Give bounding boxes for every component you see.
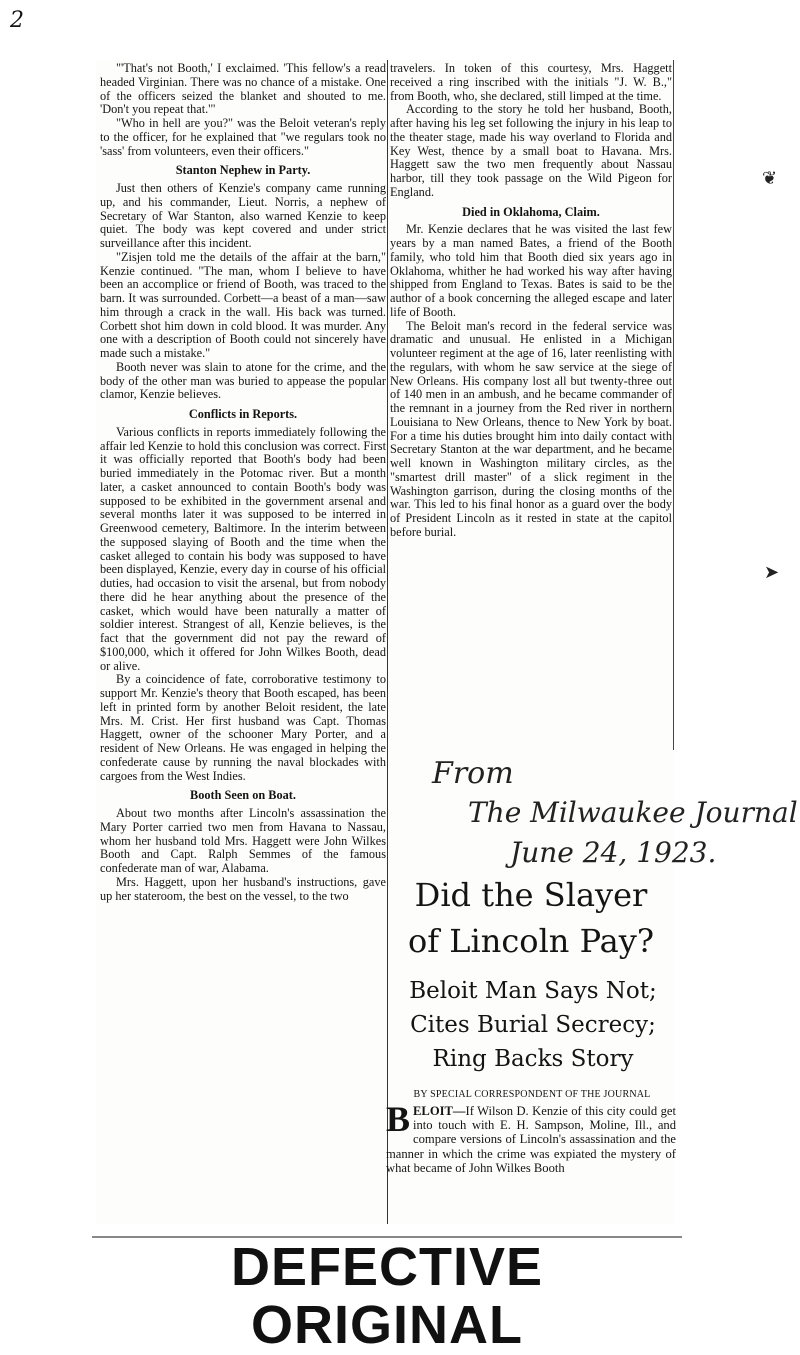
byline: BY SPECIAL CORRESPONDENT OF THE JOURNAL (413, 1089, 651, 1100)
handwritten-source-date: June 24, 1923. (510, 836, 717, 869)
paragraph: Mr. Kenzie declares that he was visited the last few years by a man named Bates, a friend of the Booth family, who told him that Booth died six years ago in Oklahoma, whither he had worked his way after having shipped from England to Texas. Bates is said to be the author of a book concerning the alleged escape and later life of Booth. (390, 222, 672, 319)
subheading: Stanton Nephew in Party. (175, 163, 311, 178)
paragraph: According to the story he told her husband, Booth, after having his leg set following the injury in his leap to the theater stage, made his way overland to Florida and Key West, thence by a small boat to Havana. Mrs. Haggett saw the two men frequently about Nassau harbor, till they took passage on the Wild Pigeon for England. (390, 102, 672, 199)
clipping-edge (673, 60, 674, 750)
scan-speck-icon: ❦ (762, 168, 778, 188)
paragraph: "Who in hell are you?" was the Beloit veteran's reply to the officer, for he explained that "we regulars took no 'sass' from volunteers, even their officers." (100, 116, 386, 158)
subheading: Conflicts in Reports. (188, 407, 298, 421)
paragraph: Various conflicts in reports immediately following the affair led Kenzie to hold this conclusion was correct. First it was officially reported that Booth's body had been buried immediately in the Potomac river. But a month later, a casket announced to contain Booth's body was supposed to be exhibited in the government arsenal and several months later it was supposed to be interred in Greenwood cemetery, Baltimore. In the interim between the supposed slaying of Booth and the time when the casket alleged to contain his body was supposed to have been displayed, Kenzie, every day in course of his official duties, had occasion to visit the arsenal, but from nobody there did he hear anything about the presence of the casket, which would have been naturally a matter of soldier interest. Strangest of all, Kenzie believes, is the fact that the government did not pay the reward of $100,000, which it offered for John Wilkes Booth, dead or alive. (100, 424, 386, 673)
lead-text: If Wilson D. Kenzie of this city could get into touch with E. H. Sampson, Moline, Ill., and compare versions of Lincoln's assassination and the manner in which the crime was expiated the mystery of what became of John Wilkes Booth (386, 1104, 676, 1175)
lead-paragraph (386, 1099, 676, 1175)
deck-line-2: Cites Burial Secrecy; (410, 1012, 656, 1038)
page-marker: 2 (10, 8, 24, 33)
drop-cap: B (386, 1099, 411, 1139)
paragraph: travelers. In token of this courtesy, Mrs. Haggett received a ring inscribed with the initials "J. W. B.," from Booth, who, she declared, still limped at the time. (390, 61, 672, 103)
paragraph: By a coincidence of fate, corroborative testimony to support Mr. Kenzie's theory that Booth escaped, has been left in printed form by another Beloit resident, the late Mrs. M. Crist. Her first husband was Capt. Thomas Haggett, owner of the schooner Mary Porter, and a resident of New Orleans. He was engaged in helping the confederate cause by running the naval blockades with cargoes from the West Indies. (100, 672, 386, 783)
left-column (100, 62, 386, 903)
paragraph: About two months after Lincoln's assassination the Mary Porter carried two men from Havana to Nassau, whom her husband told Mrs. Haggett were John Wilkes Booth and Capt. Ralph Semmes of the famous confederate man of war, Alabama. (100, 806, 386, 875)
subheading: Booth Seen on Boat. (190, 788, 296, 803)
paragraph: "Zisjen told me the details of the affair at the barn," Kenzie continued. "The man, whom I believe to have been an accomplice or friend of Booth, was traced to the barn. It was surrounded. Corbett—a beast of a man—saw him through a crack in the wall. His back was turned. Corbett shot him down in cold blood. It was murder. Any one with a description of Booth could not sincerely have made such a mistake." (100, 249, 386, 360)
headline-line-1: Did the Slayer (414, 876, 648, 914)
dateline: ELOIT— (413, 1104, 466, 1118)
scan-arrow-icon: ➤ (764, 562, 780, 582)
paragraph: Just then others of Kenzie's company came running up, and his commander, Lieut. Norris, a nephew of Secretary of War Stanton, also warned Kenzie to keep quiet. The body was kept covered and under strict surveillance after this incident. (100, 181, 386, 250)
right-column (390, 62, 672, 540)
handwritten-source-from: From (432, 756, 514, 791)
headline-line-2: of Lincoln Pay? (408, 922, 654, 960)
defective-original-stamp: DEFECTIVE ORIGINAL (92, 1236, 682, 1286)
subheading: Died in Oklahoma, Claim. (462, 204, 600, 219)
paragraph: Mrs. Haggett, upon her husband's instructions, gave up her stateroom, the best on the vessel, to the two (100, 874, 386, 903)
handwritten-source-paper: The Milwaukee Journal (468, 796, 798, 829)
deck-line-3: Ring Backs Story (432, 1046, 634, 1072)
paragraph: "'That's not Booth,' I exclaimed. 'This fellow's a read headed Virginian. There was no chance of a mistake. One of the officers seized the blanket and shouted to me. 'Don't you repeat that.'" (100, 61, 386, 117)
deck-line-1: Beloit Man Says Not; (409, 978, 657, 1004)
paragraph: Booth never was slain to atone for the crime, and the body of the other man was buried to appease the popular clamor, Kenzie believes. (100, 359, 386, 402)
paragraph: The Beloit man's record in the federal service was dramatic and unusual. He enlisted in a Michigan volunteer regiment at the age of 16, later reenlisting with the regulars, with whom he saw service at the siege of New Orleans. His company lost all but twenty-three out of 140 men in an ambush, and he became commander of the remnant in a journey from the Red river in northern Louisiana to New Orleans, thence to New York by boat. For a time his duties brought him into daily contact with Secretary Stanton at the war department, and he became well known in Washington military circles, as the "smartest drill master" of a slick regiment in the Washington garrison, during the closing months of the war. This led to his final honor as a guard over the body of President Lincoln as it rested in state at the capitol before burial. (390, 318, 672, 539)
